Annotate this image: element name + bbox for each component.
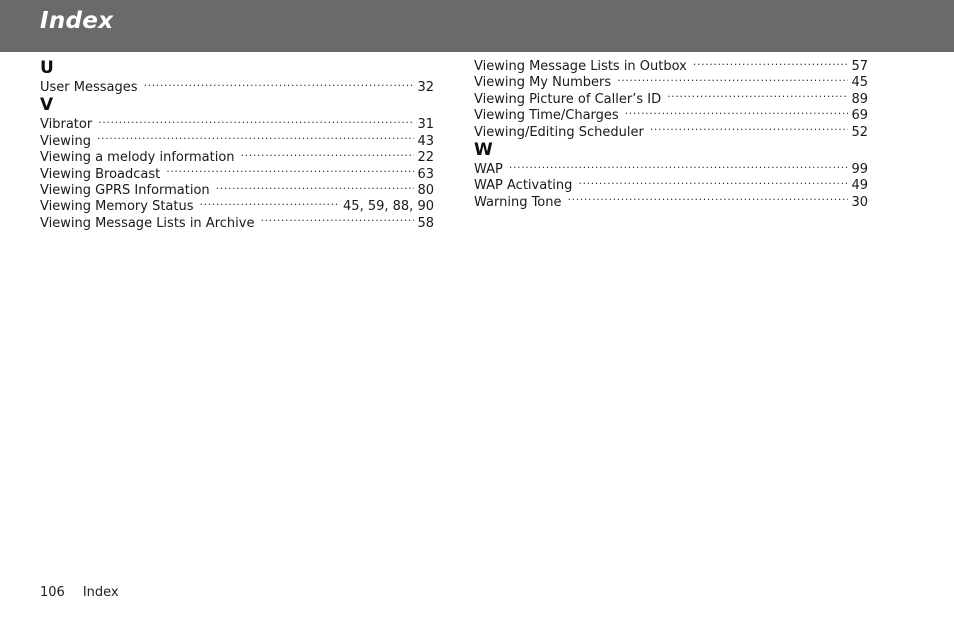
dot-leader <box>144 79 415 91</box>
index-entry <box>40 215 434 231</box>
index-entry-page: 22 <box>417 150 434 166</box>
dot-leader <box>97 133 415 145</box>
index-column-left <box>40 58 434 231</box>
index-entry <box>474 177 868 193</box>
index-entry-name: Viewing Broadcast <box>40 166 161 182</box>
page-footer <box>40 585 137 600</box>
dot-leader <box>98 116 414 128</box>
index-entry-name: Warning Tone <box>474 194 562 210</box>
page-header <box>0 0 954 52</box>
dot-leader <box>568 194 849 206</box>
footer-page-number: 106 <box>40 585 65 600</box>
index-entry-name: Viewing Picture of Caller’s ID <box>474 91 662 107</box>
index-letter-v: V <box>40 95 54 116</box>
index-entry <box>40 182 434 198</box>
dot-leader <box>200 198 341 210</box>
index-entry-name: User Messages <box>40 80 138 95</box>
dot-leader <box>260 215 414 227</box>
index-entry-page: 89 <box>851 91 868 107</box>
index-entry-name: WAP Activating <box>474 178 573 194</box>
index-entry-page: 43 <box>417 133 434 149</box>
index-letter-u: U <box>40 58 54 78</box>
index-entry-name: Vibrator <box>40 117 93 133</box>
index-entry <box>40 133 434 149</box>
index-entry-name: WAP <box>474 161 503 177</box>
index-entry-name: Viewing Time/Charges <box>474 108 619 124</box>
dot-leader <box>241 149 415 161</box>
index-entry <box>40 149 434 165</box>
index-entry-page: 49 <box>851 178 868 194</box>
index-entry-page: 57 <box>851 59 868 74</box>
index-entry-page: 69 <box>851 108 868 124</box>
page-title: Index <box>40 8 114 34</box>
index-column-right <box>474 58 868 210</box>
index-entry-name: Viewing My Numbers <box>474 75 612 91</box>
index-entry-name: Viewing a melody information <box>40 150 235 166</box>
index-entry-name: Viewing <box>40 133 91 149</box>
index-entry-page: 80 <box>417 182 434 198</box>
dot-leader <box>617 74 848 86</box>
dot-leader <box>509 161 849 173</box>
index-entry-name: Viewing Memory Status <box>40 199 194 215</box>
index-entry-page: 99 <box>851 161 868 177</box>
index-entry-page: 30 <box>851 194 868 210</box>
index-entry-page: 58 <box>417 215 434 231</box>
dot-leader <box>650 124 849 136</box>
index-entry-name: Viewing Message Lists in Outbox <box>474 59 687 74</box>
dot-leader <box>625 107 849 119</box>
dot-leader <box>578 177 848 189</box>
index-entry <box>474 161 868 177</box>
dot-leader <box>166 166 414 178</box>
index-entry-page: 45 <box>851 75 868 91</box>
index-entry-page: 31 <box>417 117 434 133</box>
dot-leader <box>216 182 415 194</box>
index-entry-name: Viewing Message Lists in Archive <box>40 215 255 231</box>
index-entry <box>40 198 434 214</box>
index-entry <box>474 58 868 74</box>
dot-leader <box>667 91 848 103</box>
dot-leader <box>693 58 849 70</box>
index-entry-name: Viewing/Editing Scheduler <box>474 124 644 140</box>
index-entry-page: 52 <box>851 124 868 140</box>
footer-section: Index <box>82 585 119 600</box>
index-entry <box>474 107 868 123</box>
index-entry <box>474 194 868 210</box>
index-entry <box>40 79 434 95</box>
index-letter-w: W <box>474 139 493 160</box>
index-entry-name: Viewing GPRS Information <box>40 182 210 198</box>
index-entry <box>474 124 868 140</box>
index-entry-page: 45, 59, 88, 90 <box>343 199 434 215</box>
index-entry-page: 32 <box>417 80 434 95</box>
index-entry <box>40 116 434 132</box>
index-entry <box>474 74 868 90</box>
index-entry <box>40 166 434 182</box>
index-entry-page: 63 <box>417 166 434 182</box>
index-entry <box>474 91 868 107</box>
